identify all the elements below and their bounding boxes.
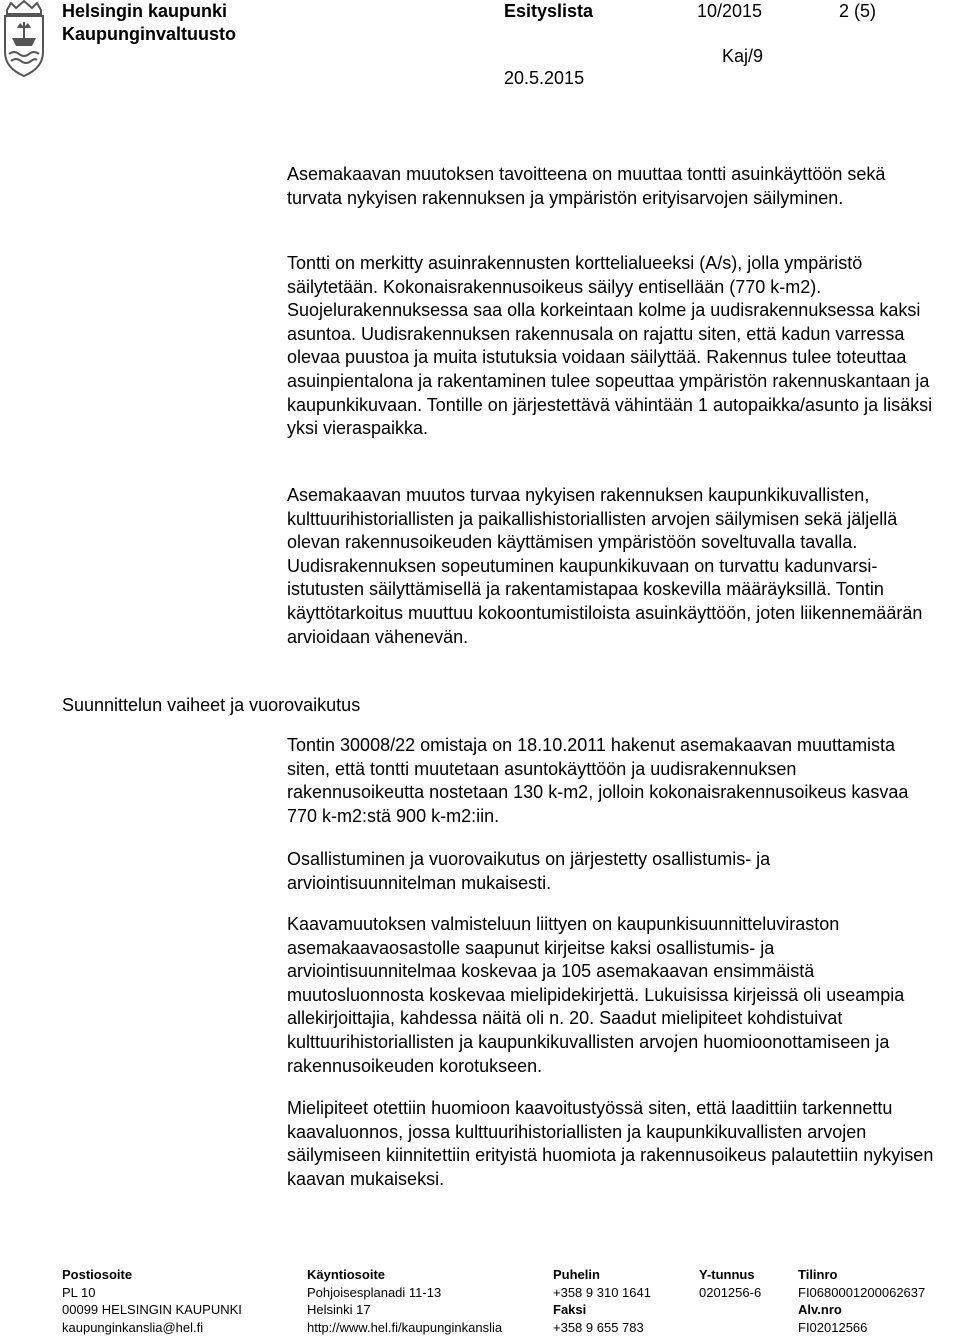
decision-body: Kaupunginvaltuusto — [62, 23, 236, 45]
footer-business-id — [699, 1266, 761, 1301]
footer-visiting-line: Helsinki 17 — [307, 1301, 502, 1319]
footer-visiting-address — [307, 1266, 502, 1336]
footer-vat-value: FI02012566 — [798, 1319, 925, 1336]
footer-account-value: FI0680001200062637 — [798, 1284, 925, 1302]
body-paragraph: Tontti on merkitty asuinrakennusten korttelialueeksi (A/s), jolla ympäristö säilytetään. Kokonaisrakennusoikeus säilyy entisellään (770 k-m2). Suojelurakennuksessa saa olla korkeintaan kolme ja uudisrakennuksessa kaksi asuntoa. Uudisrakennuksen rakennusala on rajattu siten, että kadun varressa olevaa puustoa ja muita istutuksia voidaan säilyttää. Rakennus tulee toteuttaa asuinpientalona ja rakentaminen tulee sopeuttaa ympäristön rakennuskantaan ja kaupunkikuvaan. Tontille on järjestettävä vähintään 1 autopaikka/asunto ja lisäksi yksi vieraspaikka. — [287, 252, 937, 441]
footer-phone-number: +358 9 310 1641 — [553, 1284, 651, 1302]
meeting-date: 20.5.2015 — [504, 67, 584, 89]
footer-email-link[interactable]: kaupunginkanslia@hel.fi — [62, 1319, 242, 1336]
footer-fax-number: +358 9 655 783 — [553, 1319, 651, 1336]
footer-postal-address — [62, 1266, 242, 1336]
body-paragraph: Asemakaavan muutos turvaa nykyisen rakennuksen kaupunkikuvallisten, kulttuurihistoriallisten ja paikallishistoriallisten arvojen säilymisen sekä jäljellä olevan rakennusoikeuden käyttämisen ympäristöön soveltuvalla tavalla. Uudisrakennuksen sopeutuminen kaupunkikuvaan on turvattu kadunvarsi-istutusten säilyttämisellä ja rakentamistapaa koskevilla määräyksillä. Tontin käyttötarkoitus muuttuu kokoontumistiloista asuinkäyttöön, joten liikennemäärän arvioidaan vähenevän. — [287, 484, 937, 649]
footer-phone — [553, 1266, 651, 1336]
body-paragraph: Tontin 30008/22 omistaja on 18.10.2011 hakenut asemakaavan muuttamista siten, että tontti muutetaan asuntokäyttöön ja uudisrakennuksen rakennusoikeutta nostetaan 130 k-m2, jolloin kokonaisrakennusoikeus kasvaa 770 k-m2:stä 900 k-m2:iin. — [287, 734, 937, 828]
helsinki-coat-of-arms-icon — [0, 0, 48, 78]
document-number: 10/2015 — [697, 0, 762, 22]
footer-business-id-value: 0201256-6 — [699, 1284, 761, 1302]
page-number: 2 (5) — [839, 0, 876, 22]
footer-vat-heading: Alv.nro — [798, 1301, 925, 1319]
footer-phone-heading: Puhelin — [553, 1266, 651, 1284]
footer-account — [798, 1266, 925, 1336]
footer-account-heading: Tilinro — [798, 1266, 925, 1284]
footer-website-link[interactable]: http://www.hel.fi/kaupunginkanslia — [307, 1319, 502, 1336]
document-type: Esityslista — [504, 0, 593, 22]
body-paragraph: Kaavamuutoksen valmisteluun liittyen on kaupunkisuunnitteluviraston asemakaavaosastolle saapunut kirjeitse kaksi osallistumis- ja arviointisuunnitelmaa koskevaa ja 105 asemakaavan ensimmäistä muutosluonnosta koskevaa mielipidekirjettä. Lukuisissa kirjeissä oli useampia allekirjoittajia, kahdessa näitä oli n. 20. Saadut mielipiteet kohdistuivat kulttuurihistoriallisten ja kaupunkikuvallisten arvojen huomioonottamiseen ja rakennusoikeuden korotukseen. — [287, 913, 937, 1078]
footer-business-id-heading: Y-tunnus — [699, 1266, 761, 1284]
footer-postal-line: PL 10 — [62, 1284, 242, 1302]
footer-fax-heading: Faksi — [553, 1301, 651, 1319]
footer-postal-line: 00099 HELSINGIN KAUPUNKI — [62, 1301, 242, 1319]
footer-visiting-heading: Käyntiosoite — [307, 1266, 502, 1284]
body-paragraph: Mielipiteet otettiin huomioon kaavoitustyössä siten, että laadittiin tarkennettu kaavaluonnos, jossa kulttuurihistoriallisten ja kaupunkikuvallisten arvojen säilymiseen kiinnitettiin erityistä huomiota ja rakennusoikeus palautettiin nykyisen kaavan mukaiseksi. — [287, 1097, 937, 1191]
body-paragraph: Osallistuminen ja vuorovaikutus on järjestetty osallistumis- ja arviointisuunnitelman mukaisesti. — [287, 848, 937, 895]
section-label: Suunnittelun vaiheet ja vuorovaikutus — [62, 693, 360, 717]
footer-postal-heading: Postiosoite — [62, 1266, 242, 1284]
body-paragraph: Asemakaavan muutoksen tavoitteena on muuttaa tontti asuinkäyttöön sekä turvata nykyisen rakennuksen ja ympäristön erityisarvojen säilyminen. — [287, 163, 937, 210]
agenda-item: Kaj/9 — [722, 45, 763, 67]
footer-visiting-line: Pohjoisesplanadi 11-13 — [307, 1284, 502, 1302]
org-name: Helsingin kaupunki — [62, 0, 227, 22]
